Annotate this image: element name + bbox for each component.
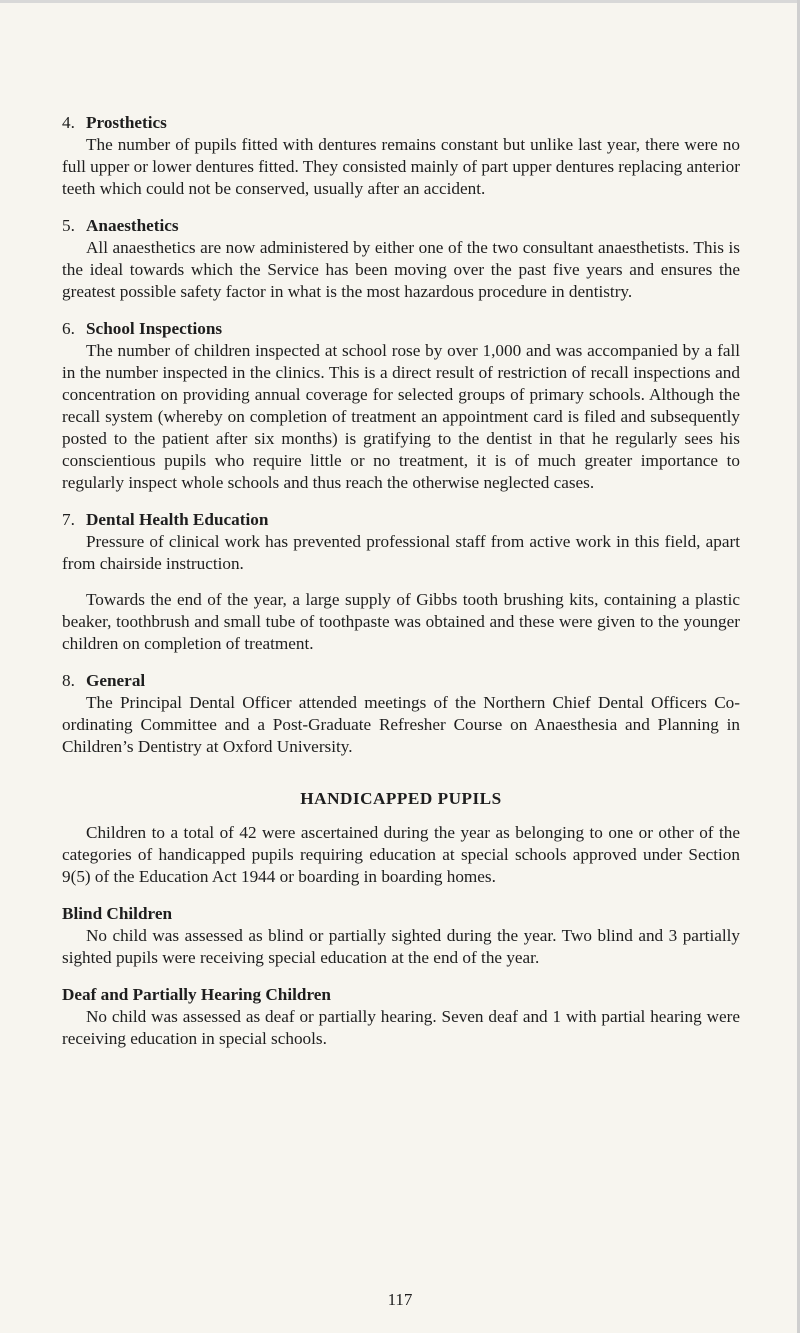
section-prosthetics <box>62 112 740 200</box>
section-anaesthetics <box>62 215 740 303</box>
section-paragraph: All anaesthetics are now administered by either one of the two consultant anaesthetists. This is the ideal towards which the Service has been moving over the past five years and ensures the greatest possible safety factor in what is the most hazardous procedure in dentistry. <box>62 238 740 301</box>
section-number: 6. <box>62 319 75 338</box>
section-number: 8. <box>62 671 75 690</box>
blind-children-paragraph: No child was assessed as blind or partially sighted during the year. Two blind and 3 partially sighted pupils were receiving special education at the end of the year. <box>62 926 740 967</box>
section-heading <box>62 670 740 692</box>
section-title: General <box>86 671 146 690</box>
section-paragraph: The number of pupils fitted with dentures remains constant but unlike last year, there were no full upper or lower dentures fitted. They consisted mainly of part upper dentures replacing anterior teeth which could not be conserved, usually after an accident. <box>62 135 740 198</box>
page-number: 117 <box>387 1290 413 1309</box>
section-paragraph: The number of children inspected at school rose by over 1,000 and was accompanied by a fall in the number inspected in the clinics. This is a direct result of restriction of recall inspections and concentration on providing annual coverage for selected groups of primary schools. Although the recall system (whereby on completion of treatment an appointment card is filed and subsequently posted to the patient after six months) is gratifying to the dentist in that he regularly sees his conscientious pupils who require little or no treatment, it is of much greater importance to regularly inspect whole schools and thus reach the otherwise neglected cases. <box>62 341 740 492</box>
handicapped-intro-paragraph: Children to a total of 42 were ascertained during the year as belonging to one or other of the categories of handicapped pupils requiring education at special schools approved under Section 9(5) of the Education Act 1944 or boarding in boarding homes. <box>62 823 740 886</box>
section-paragraph: The Principal Dental Officer attended meetings of the Northern Chief Dental Officers Co-ordinating Committee and a Post-Graduate Refresher Course on Anaesthesia and Planning in Children’s Dentistry at Oxford University. <box>62 693 740 756</box>
deaf-children-paragraph: No child was assessed as deaf or partially hearing. Seven deaf and 1 with partial hearing were receiving education in special schools. <box>62 1007 740 1048</box>
page-edge-top <box>0 0 800 3</box>
blind-children-heading: Blind Children <box>62 904 173 923</box>
section-heading <box>62 112 740 134</box>
section-heading <box>62 509 740 531</box>
handicapped-pupils-title: HANDICAPPED PUPILS <box>300 789 502 808</box>
handicapped-intro-block <box>62 822 740 888</box>
section-paragraph: Towards the end of the year, a large supply of Gibbs tooth brushing kits, containing a plastic beaker, toothbrush and small tube of toothpaste was obtained and these were given to the younger children on completion of treatment. <box>62 590 740 653</box>
section-heading <box>62 318 740 340</box>
section-school-inspections <box>62 318 740 494</box>
section-title: School Inspections <box>86 319 223 338</box>
section-dental-health-education <box>62 509 740 655</box>
section-title: Dental Health Education <box>86 510 269 529</box>
section-general <box>62 670 740 758</box>
section-number: 5. <box>62 216 75 235</box>
section-number: 4. <box>62 113 75 132</box>
section-number: 7. <box>62 510 75 529</box>
blind-children-block <box>62 903 740 969</box>
section-heading <box>62 215 740 237</box>
deaf-children-block <box>62 984 740 1050</box>
document-page <box>62 112 740 1065</box>
deaf-children-heading: Deaf and Partially Hearing Children <box>62 985 331 1004</box>
section-title: Anaesthetics <box>86 216 179 235</box>
section-title: Prosthetics <box>86 113 167 132</box>
section-paragraph: Pressure of clinical work has prevented professional staff from active work in this field, apart from chairside instruction. <box>62 532 740 573</box>
